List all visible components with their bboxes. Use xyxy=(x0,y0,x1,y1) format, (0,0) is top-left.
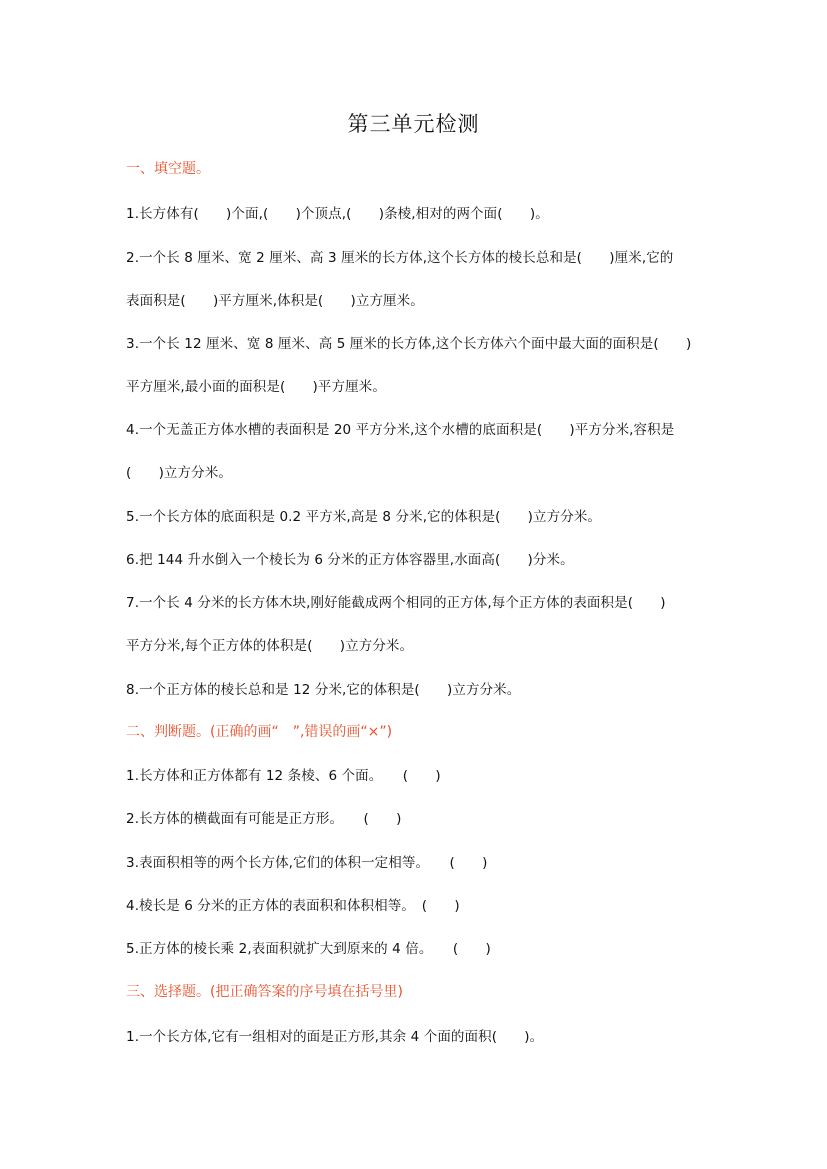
section-heading-true-false: 二、判断题。(正确的画“ ”,错误的画“×”) xyxy=(126,724,393,740)
question-line: 2.长方体的横截面有可能是正方形。 ( ) xyxy=(126,811,402,827)
question-line: 5.正方体的棱长乘 2,表面积就扩大到原来的 4 倍。 ( ) xyxy=(126,941,491,957)
question-line: 7.一个长 4 分米的长方体木块,刚好能截成两个相同的正方体,每个正方体的表面积是( ) xyxy=(126,595,666,611)
question-line: 1.长方体和正方体都有 12 条棱、6 个面。 ( ) xyxy=(126,768,441,784)
section-heading-fill-blank: 一、填空题。 xyxy=(126,161,210,177)
page-title: 第三单元检测 xyxy=(347,112,480,136)
question-line: 6.把 144 升水倒入一个棱长为 6 分米的正方体容器里,水面高( )分米。 xyxy=(126,552,574,568)
question-line: 平方厘米,最小面的面积是( )平方厘米。 xyxy=(126,379,386,395)
question-line: 1.长方体有( )个面,( )个顶点,( )条棱,相对的两个面( )。 xyxy=(126,206,549,222)
question-line: 表面积是( )平方厘米,体积是( )立方厘米。 xyxy=(126,293,424,309)
question-line: 1.一个长方体,它有一组相对的面是正方形,其余 4 个面的面积( )。 xyxy=(126,1029,544,1045)
question-line: 平方分米,每个正方体的体积是( )立方分米。 xyxy=(126,638,414,654)
question-line: 4.一个无盖正方体水槽的表面积是 20 平方分米,这个水槽的底面积是( )平方分米,容积是 xyxy=(126,422,675,438)
question-line: 5.一个长方体的底面积是 0.2 平方米,高是 8 分米,它的体积是( )立方分米。 xyxy=(126,509,602,525)
question-line: 2.一个长 8 厘米、宽 2 厘米、高 3 厘米的长方体,这个长方体的棱长总和是( )厘米,它的 xyxy=(126,250,674,266)
question-line: ( )立方分米。 xyxy=(126,465,232,481)
question-line: 3.表面积相等的两个长方体,它们的体积一定相等。 ( ) xyxy=(126,855,488,871)
question-line: 3.一个长 12 厘米、宽 8 厘米、高 5 厘米的长方体,这个长方体六个面中最大面的面积是( ) xyxy=(126,336,692,352)
question-line: 8.一个正方体的棱长总和是 12 分米,它的体积是( )立方分米。 xyxy=(126,682,521,698)
question-line: 4.棱长是 6 分米的正方体的表面积和体积相等。 ( ) xyxy=(126,898,460,914)
section-heading-multiple-choice: 三、选择题。(把正确答案的序号填在括号里) xyxy=(126,984,403,1000)
